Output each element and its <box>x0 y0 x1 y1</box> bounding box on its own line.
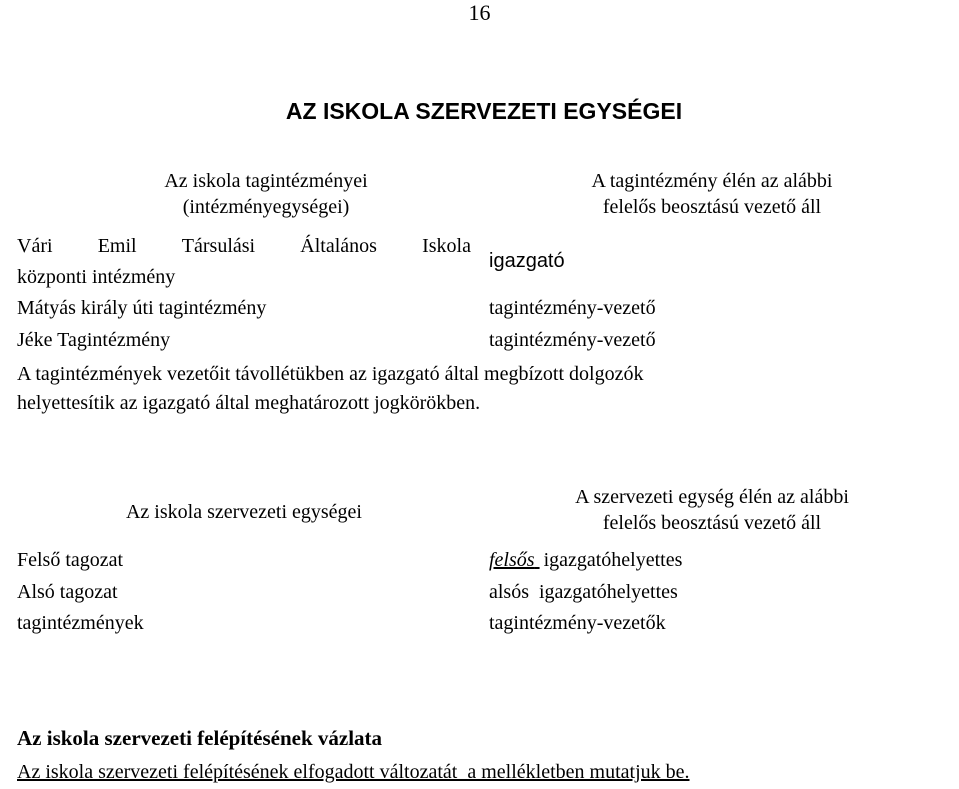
table2-row1-unit: Felső tagozat <box>17 549 124 571</box>
paragraph-line1: A tagintézmények vezetőit távollétükben az igazgató által megbízott dolgozók <box>17 363 644 385</box>
table1-header-left <box>60 170 472 219</box>
table1-row3-unit: Jéke Tagintézmény <box>17 329 171 351</box>
table2-header-right-line2: felelős beosztású vezető áll <box>602 512 822 534</box>
section-heading: Az iskola szervezeti felépítésének vázlata <box>17 726 383 750</box>
table2-row3-unit: tagintézmények <box>17 612 144 634</box>
word: Társulási <box>181 235 256 257</box>
table1-header-right-line1: A tagintézmény élén az alábbi <box>591 170 833 192</box>
table1-row1-leader: igazgató <box>489 250 565 272</box>
table1-header-left-line1: Az iskola tagintézményei <box>164 170 368 192</box>
word: Emil <box>97 235 137 257</box>
table2-row3-leader: tagintézmény-vezetők <box>489 612 666 634</box>
table1-header-right <box>472 170 952 219</box>
page-title: AZ ISKOLA SZERVEZETI EGYSÉGEI <box>285 98 683 124</box>
table2-row1-leader-underlined: felsős <box>489 549 535 571</box>
table1-row2-leader: tagintézmény-vezető <box>489 297 656 319</box>
table1-row2-unit: Mátyás király úti tagintézmény <box>17 297 267 319</box>
table2-row1-leader-rest: igazgatóhelyettes <box>543 549 683 571</box>
table2-header-right <box>472 486 952 535</box>
table2-row2-leader: alsós igazgatóhelyettes <box>489 581 678 603</box>
underline-gap <box>535 549 540 571</box>
word: Vári <box>17 235 53 257</box>
table2-header-left: Az iskola szervezeti egységei <box>125 501 362 523</box>
table2-row2-unit: Alsó tagozat <box>17 581 118 603</box>
page-number: 16 <box>468 0 491 25</box>
closing-sentence: Az iskola szervezeti felépítésének elfogadott változatát a mellékletben mutatjuk be. <box>17 761 690 783</box>
paragraph-line2: helyettesítik az igazgató által meghatározott jogkörökben. <box>17 392 481 414</box>
word: Iskola <box>422 235 471 257</box>
table1-row1-unit-line1 <box>17 235 471 258</box>
word: Általános <box>300 235 377 257</box>
table1-header-left-line2: (intézményegységei) <box>182 196 350 218</box>
table2-header-right-line1: A szervezeti egység élén az alábbi <box>575 486 849 508</box>
table1-row3-leader: tagintézmény-vezető <box>489 329 656 351</box>
table1-header-right-line2: felelős beosztású vezető áll <box>602 196 822 218</box>
table1-row1-unit-line2: központi intézmény <box>17 266 176 288</box>
table2-row1-leader <box>489 549 682 572</box>
